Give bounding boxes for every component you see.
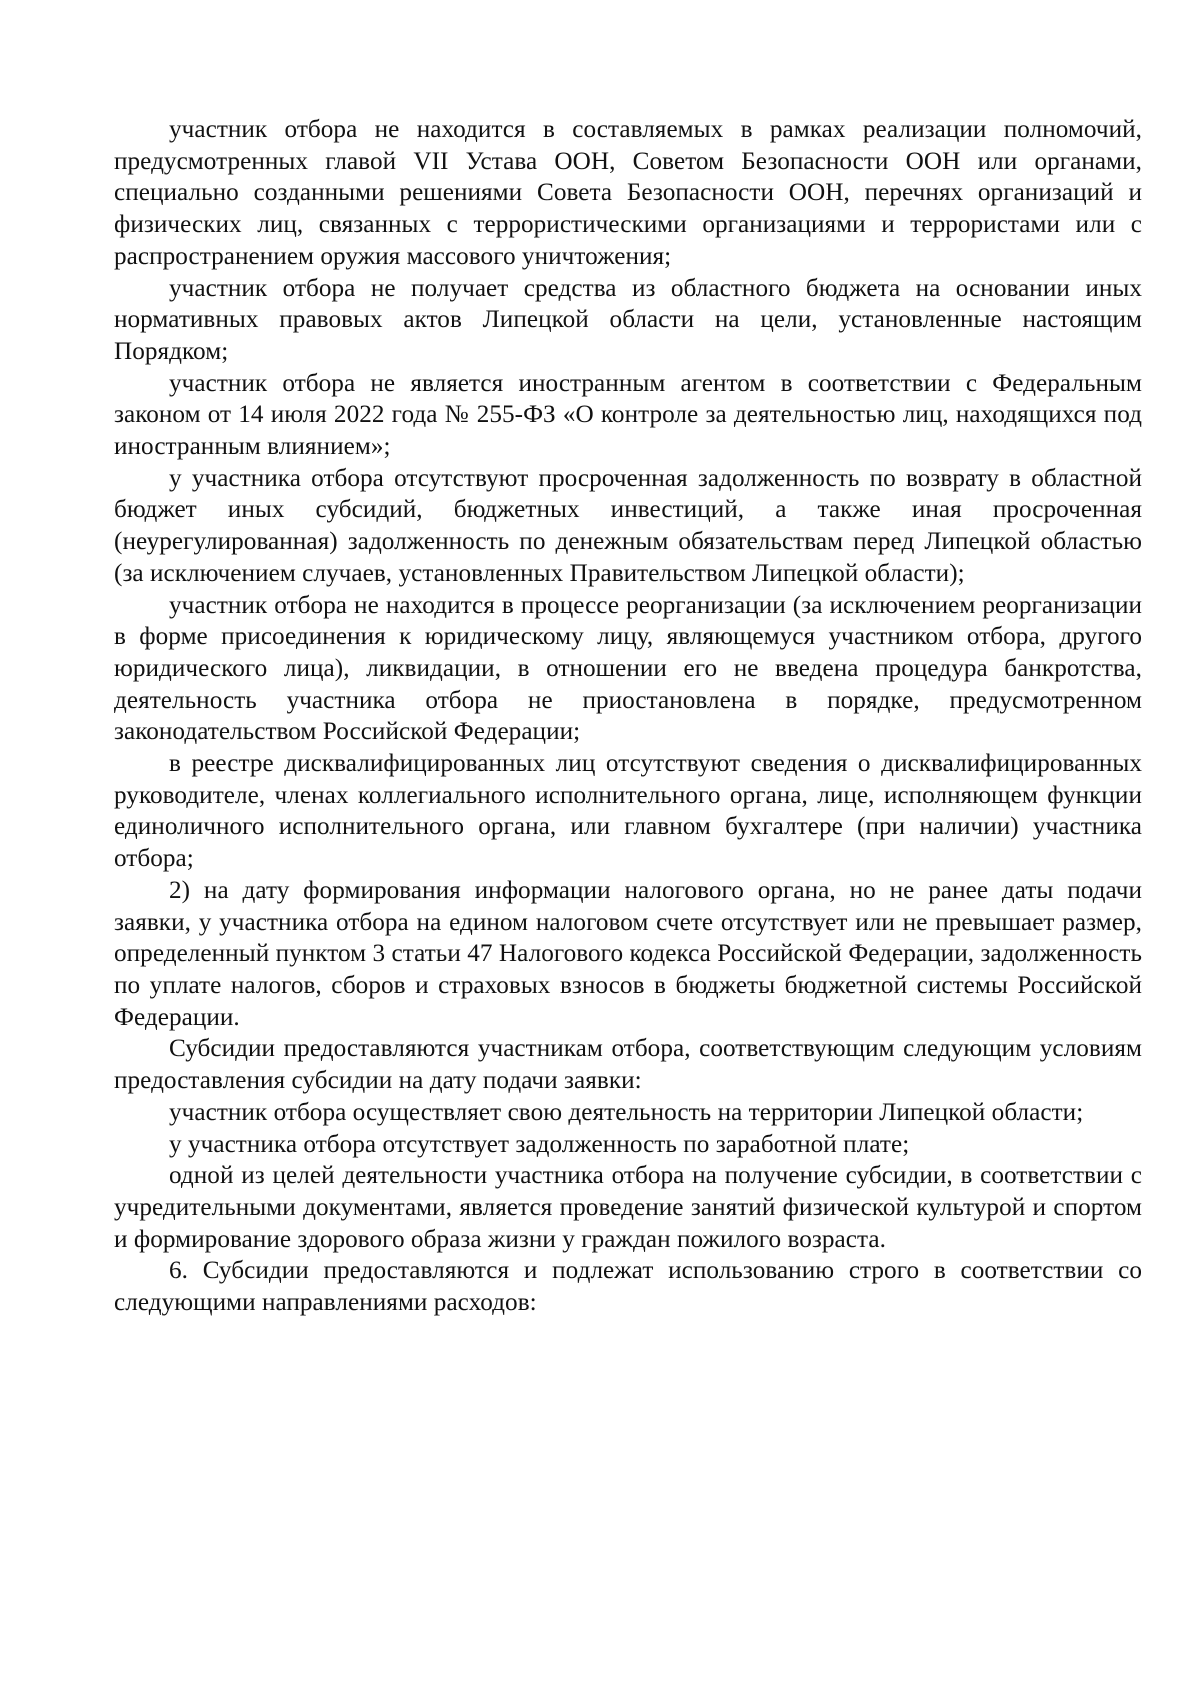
paragraph-sports-for-elderly-goal: одной из целей деятельности участника отбора на получение субсидии, в соответствии с учредительными документами, является проведение занятий физической культурой и спортом и формирование здорового образа жизни у граждан пожилого возраста. <box>114 1162 1142 1253</box>
paragraph-item-2-tax-debt: 2) на дату формирования информации налогового органа, но не ранее даты подачи заявки, у участника отбора на едином налоговом счете отсутствует или не превышает размер, определенный пунктом 3 статьи 47 Налогового кодекса Российской Федерации, задолженность по уплате налогов, сборов и страховых взносов в бюджеты бюджетной системы Российской Федерации. <box>114 876 1142 1031</box>
paragraph-disqualified-persons-registry: в реестре дисквалифицированных лиц отсутствуют сведения о дисквалифицированных руководителе, членах коллегиального исполнительного органа, лице, исполняющем функции единоличного исполнительного органа, или главном бухгалтере (при наличии) участника отбора; <box>114 750 1142 873</box>
document-body <box>114 114 1142 1319</box>
paragraph-not-foreign-agent: участник отбора не является иностранным агентом в соответствии с Федеральным законом от 14 июля 2022 года № 255-ФЗ «О контроле за деятельностью лиц, находящихся под иностранным влиянием»; <box>114 369 1142 461</box>
paragraph-no-reorganization: участник отбора не находится в процессе реорганизации (за исключением реорганизации в форме присоединения к юридическому лицу, являющемуся участником отбора, другого юридического лица), ликвидации, в отношении его не введена процедура банкротства, деятельность участника отбора не приостановлена в порядке, предусмотренном законодательством Российской Федерации; <box>114 591 1142 746</box>
paragraph-no-regional-budget-funds: участник отбора не получает средства из областного бюджета на основании иных нормативных правовых актов Липецкой области на цели, установленные настоящим Порядком; <box>114 274 1142 365</box>
paragraph-no-overdue-debt: у участника отбора отсутствуют просроченная задолженность по возврату в областной бюджет иных субсидий, бюджетных инвестиций, а также иная просроченная (неурегулированная) задолженность по денежным обязательствам перед Липецкой областью (за исключением случаев, установленных Правительством Липецкой области); <box>114 464 1142 587</box>
paragraph-un-sanctions-lists: участник отбора не находится в составляемых в рамках реализации полномочий, предусмотренных главой VII Устава ООН, Советом Безопасности ООН или органами, специально созданными решениями Совета Безопасности ООН, перечнях организаций и физических лиц, связанных с террористическими организациями и террористами или с распространением оружия массового уничтожения; <box>114 116 1142 270</box>
paragraph-item-6-expense-directions: 6. Субсидии предоставляются и подлежат использованию строго в соответствии со следующими направлениями расходов: <box>114 1257 1142 1317</box>
paragraph-activity-in-lipetsk-region: участник отбора осуществляет свою деятельность на территории Липецкой области; <box>169 1098 1084 1126</box>
paragraph-subsidy-conditions: Субсидии предоставляются участникам отбора, соответствующим следующим условиям предоставления субсидии на дату подачи заявки: <box>114 1035 1142 1095</box>
paragraph-no-wage-arrears: у участника отбора отсутствует задолженность по заработной плате; <box>169 1130 910 1158</box>
